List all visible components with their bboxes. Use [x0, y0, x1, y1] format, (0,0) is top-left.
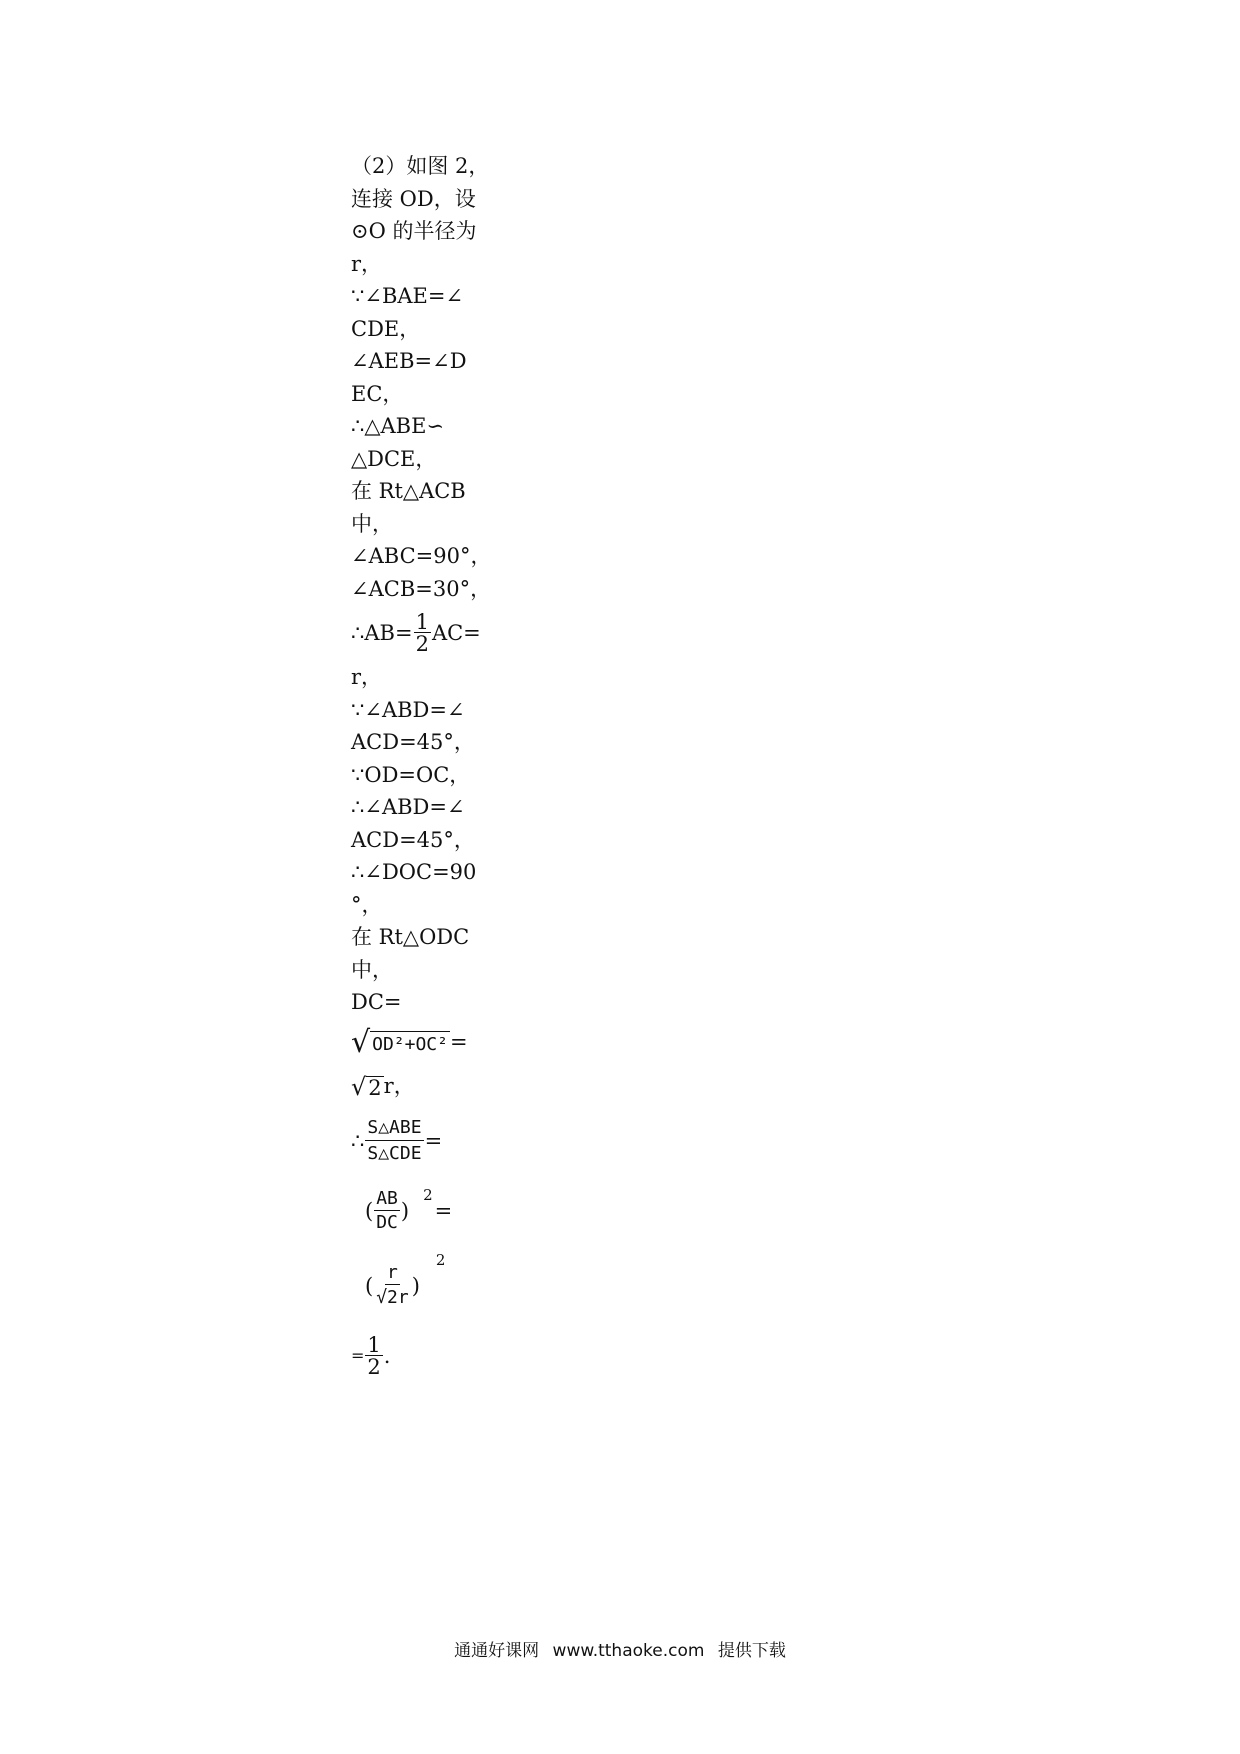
text-line: 中，: [351, 957, 393, 982]
final-pre: =: [351, 1346, 365, 1366]
fraction-numerator: AB: [376, 1188, 398, 1209]
text-line: ACD=45°，: [351, 730, 475, 754]
ab-pre: ∴AB=: [351, 620, 413, 645]
fraction-numerator: 1: [415, 609, 429, 634]
right-paren: ): [411, 1274, 420, 1299]
sqrt2-post: r，: [383, 1074, 415, 1099]
ab-post: AC=: [431, 620, 481, 645]
text-line: ACD=45°，: [351, 827, 475, 852]
page-footer: 通通好课网 www.tthaoke.com 提供下载: [454, 1641, 786, 1661]
fraction-denominator: √2r: [376, 1287, 409, 1308]
area-ratio-equation: [351, 1107, 491, 1177]
text-line: ∵OD=OC，: [351, 762, 471, 787]
final-equation: [351, 1327, 491, 1387]
text-line: r，: [351, 251, 383, 276]
sqrt2-equation: [351, 1067, 491, 1107]
area-ratio-fraction: [365, 1116, 423, 1167]
square-root: [351, 1024, 450, 1060]
text-line: ∠ACB=30°，: [351, 576, 492, 601]
text-line: 连接 OD，设: [351, 186, 476, 211]
text-line: ∠AEB=∠D: [351, 349, 467, 373]
text-line: 中，: [351, 511, 393, 536]
sqrt-equation: [351, 1019, 491, 1067]
fraction-half: [365, 1335, 382, 1378]
sqrt-post: =: [449, 1030, 468, 1055]
ab-equation: [351, 605, 491, 661]
ratio-squared-equation: [351, 1177, 491, 1247]
text-line: ⊙O 的半径为: [351, 219, 477, 243]
r-sqrt2r-fraction: [374, 1262, 411, 1311]
ab-dc-fraction: [374, 1188, 400, 1235]
radical-sign-icon: √: [351, 1072, 367, 1101]
text-line: 在 Rt△ACB: [351, 479, 466, 503]
left-paren: (: [365, 1199, 374, 1224]
text-line: ∵∠ABD=∠: [351, 697, 465, 722]
fraction-denominator: 2: [415, 631, 429, 656]
text-line: °，: [351, 892, 383, 917]
text-line: DC=: [351, 990, 402, 1014]
exponent: 2: [435, 1251, 446, 1270]
fraction-denominator: S△CDE: [367, 1143, 422, 1164]
ratio-post: =: [424, 1129, 443, 1154]
r-ratio-equation: [351, 1247, 491, 1327]
radicand: OD²+OC²: [370, 1031, 450, 1058]
fraction-denominator: 2: [367, 1355, 381, 1379]
exponent: 2: [423, 1186, 433, 1205]
ratio2-post: =: [434, 1199, 453, 1224]
final-post: .: [383, 1344, 391, 1369]
text-line: CDE，: [351, 316, 421, 341]
text-line: EC，: [351, 381, 404, 406]
radicand: 2: [368, 1075, 382, 1100]
solution-column: [351, 150, 491, 1387]
text-line: ∴△ABE∽: [351, 414, 445, 438]
ratio-pre: ∴: [351, 1129, 365, 1154]
right-paren: ): [400, 1199, 410, 1224]
fraction-numerator: S△ABE: [365, 1116, 423, 1141]
radical-sign-icon: √: [351, 1024, 371, 1060]
text-line: ∠ABC=90°，: [351, 544, 492, 568]
fraction-numerator: 1: [367, 1333, 381, 1357]
text-line: 在 Rt△ODC: [351, 925, 470, 949]
fraction-denominator: DC: [376, 1212, 398, 1233]
left-paren: (: [365, 1274, 374, 1299]
text-line: ∴∠ABD=∠: [351, 795, 465, 819]
square-root: [351, 1072, 384, 1101]
fraction-numerator: r: [387, 1262, 398, 1283]
fraction-half: [414, 609, 431, 656]
text-line: r，: [351, 665, 383, 689]
text-line: ∵∠BAE=∠: [351, 284, 464, 308]
text-line: ∴∠DOC=90: [351, 860, 477, 884]
text-line: （2）如图 2，: [351, 154, 490, 178]
text-line: △DCE，: [351, 446, 437, 471]
